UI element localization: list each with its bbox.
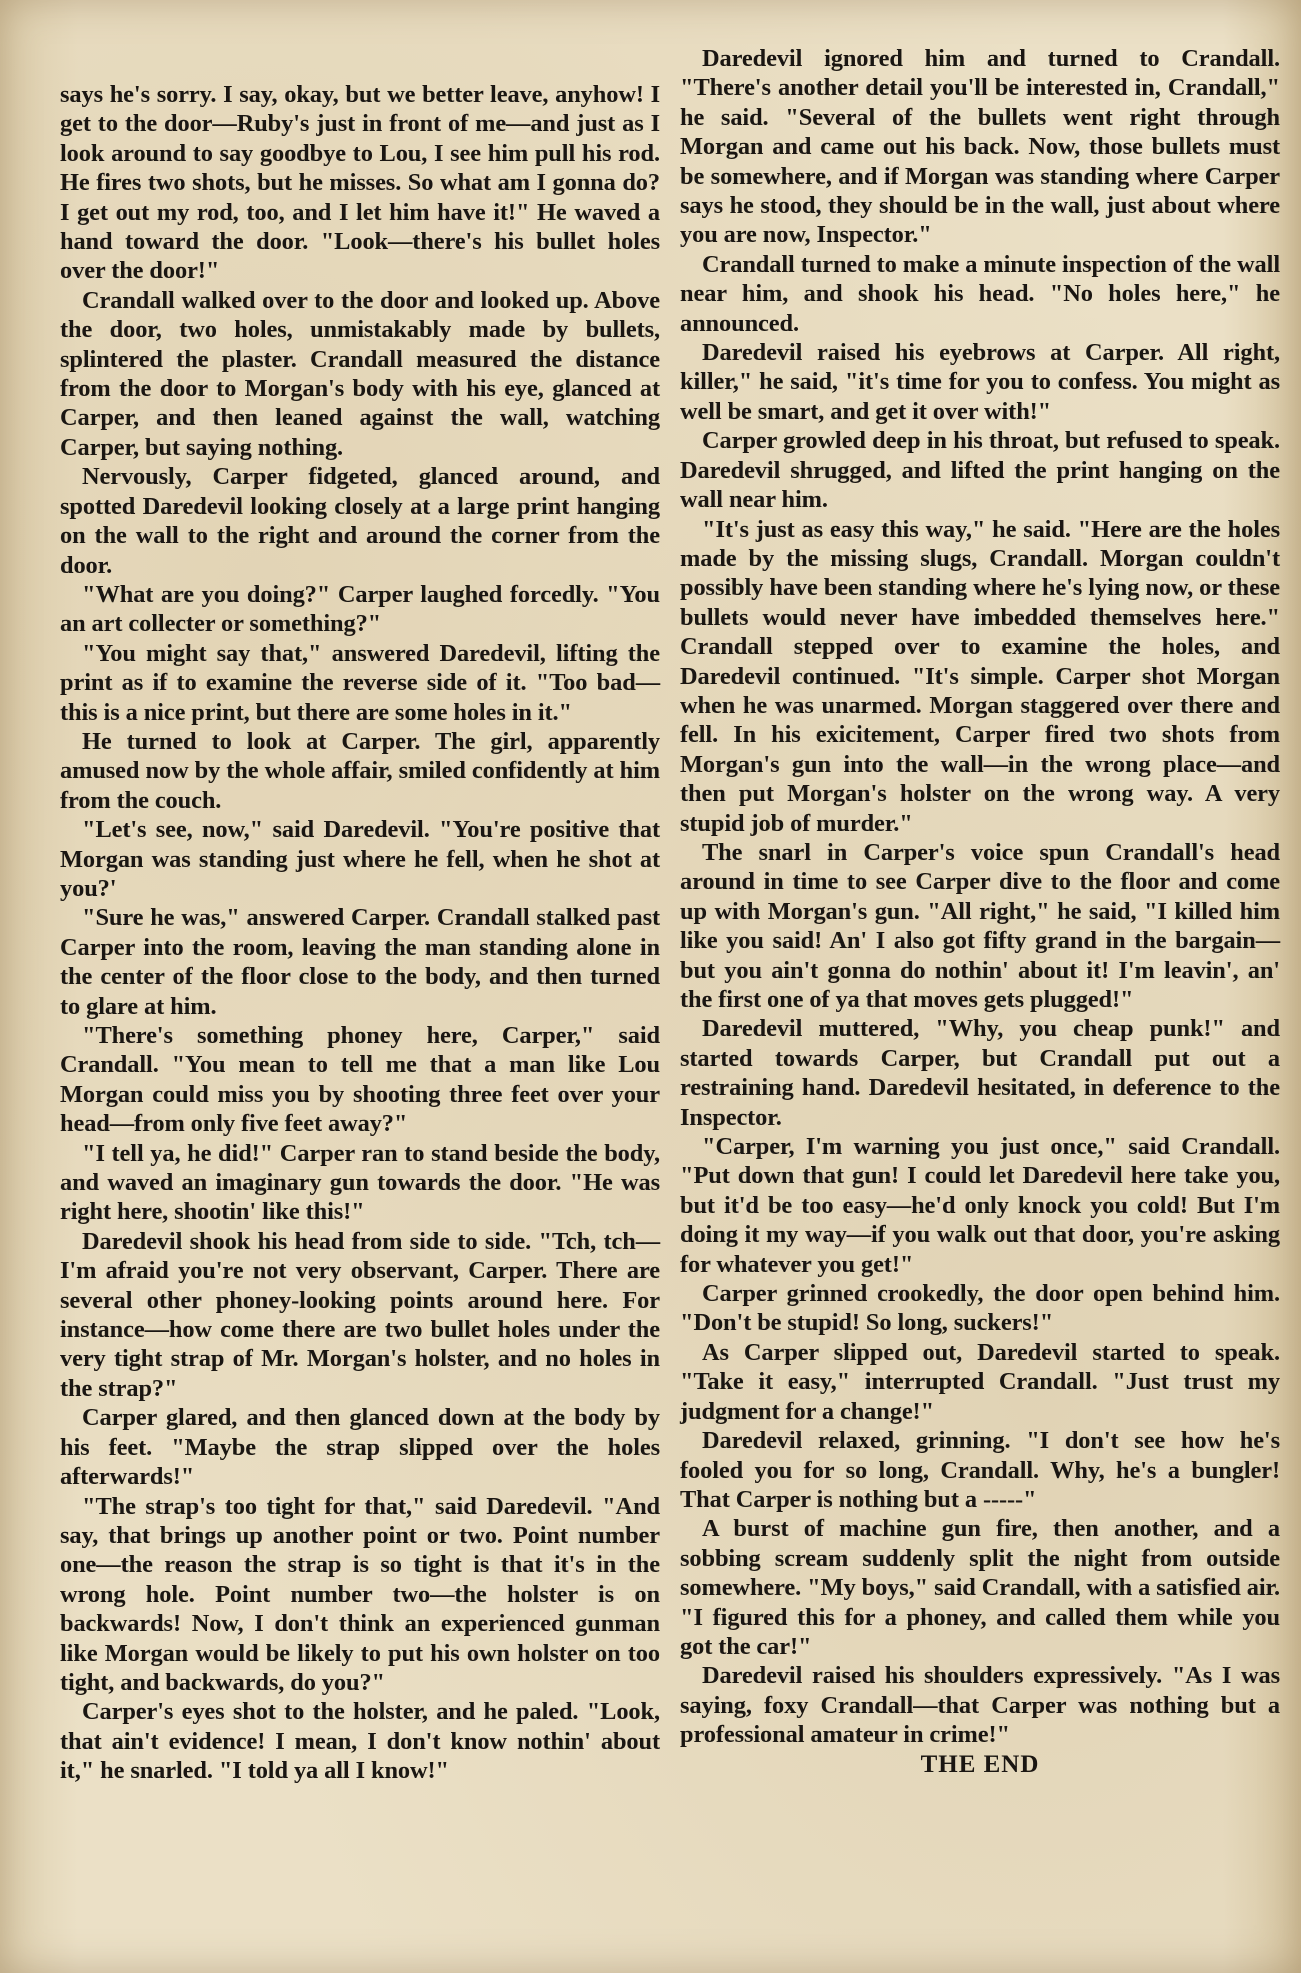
left-column	[60, 80, 660, 1786]
paragraph: "Let's see, now," said Daredevil. "You're positive that Morgan was standing just where he fell, when he shot at you?'	[60, 816, 660, 902]
paragraph: Daredevil raised his eyebrows at Carper. All right, killer," he said, "it's time for you to confess. You might as well be smart, and get it over with!"	[680, 339, 1280, 425]
paragraph: Nervously, Carper fidgeted, glanced around, and spotted Daredevil looking closely at a large print hanging on the wall to the right and around the corner from the door.	[60, 463, 660, 579]
paragraph: Daredevil raised his shoulders expressively. "As I was saying, foxy Crandall—that Carper was nothing but a professional amateur in crime!"	[680, 1662, 1280, 1749]
paragraph: Carper growled deep in his throat, but refused to speak. Daredevil shrugged, and lifted the print hanging on the wall near him.	[680, 427, 1280, 514]
paragraph: "It's just as easy this way," he said. "Here are the holes made by the missing slugs, Crandall. Morgan couldn't possibly have been standing where he's lying now, or these bullets would never have imbedded themselves here." Crandall stepped over to examine the holes, and Daredevil continued. "It's simple. Carper shot Morgan when he was unarmed. Morgan staggered over there and fell. In his exicitement, Carper fired two shots from Morgan's gun into the wall—in the wrong place—and then put Morgan's holster on the wrong way. A very stupid job of murder."	[680, 515, 1280, 837]
paragraph: Daredevil muttered, "Why, you cheap punk!" and started towards Carper, but Crandall put out a restraining hand. Daredevil hesitated, in deference to the Inspector.	[680, 1015, 1280, 1131]
paragraph: says he's sorry. I say, okay, but we better leave, anyhow! I get to the door—Ruby's just in front of me—and just as I look around to say goodbye to Lou, I see him pull his rod. He fires two shots, but he misses. So what am I gonna do? I get out my rod, too, and I let him have it!" He waved a hand toward the door. "Look—there's his bullet holes over the door!"	[60, 81, 660, 285]
paragraph: The snarl in Carper's voice spun Crandall's head around in time to see Carper dive to the floor and come up with Morgan's gun. "All right," he said, "I killed him like you said! An' I also got fifty grand in the bargain—but you ain't gonna do nothin' about it! I'm leavin', an' the first one of ya that moves gets plugged!"	[680, 838, 1280, 1013]
paragraph: "Carper, I'm warning you just once," said Crandall. "Put down that gun! I could let Daredevil here take you, but it'd be too easy—he'd only knock you cold! But I'm doing it my way—if you walk out that door, you're asking for whatever you get!"	[680, 1133, 1280, 1278]
paragraph: As Carper slipped out, Daredevil started to speak. "Take it easy," interrupted Crandall. "Just trust my judgment for a change!"	[680, 1338, 1280, 1425]
paragraph: Carper grinned crookedly, the door open behind him. "Don't be stupid! So long, suckers!"	[680, 1280, 1280, 1337]
right-column	[680, 44, 1280, 1779]
paragraph: "The strap's too tight for that," said Daredevil. "And say, that brings up another point or two. Point number one—the reason the strap is so tight is that it's in the wrong hole. Point number two—the holster is on backwards! Now, I don't think an experienced gunman like Morgan would be likely to put his own holster on too tight, and backwards, do you?"	[60, 1492, 660, 1696]
paragraph: "I tell ya, he did!" Carper ran to stand beside the body, and waved an imaginary gun towards the door. "He was right here, shootin' like this!"	[60, 1139, 660, 1226]
paragraph: "There's something phoney here, Carper," said Crandall. "You mean to tell me that a man like Lou Morgan could miss you by shooting three feet over your head—from only five feet away?"	[60, 1022, 660, 1138]
paragraph: "Sure he was," answered Carper. Crandall stalked past Carper into the room, leaving the man standing alone in the center of the floor close to the body, and then turned to glare at him.	[60, 904, 660, 1020]
paragraph: "You might say that," answered Daredevil, lifting the print as if to examine the reverse side of it. "Too bad—this is a nice print, but there are some holes in it."	[60, 639, 660, 726]
paragraph: He turned to look at Carper. The girl, apparently amused now by the whole affair, smiled confidently at him from the couch.	[60, 727, 660, 814]
paragraph: Carper's eyes shot to the holster, and he paled. "Look, that ain't evidence! I mean, I don't know nothin' about it," he snarled. "I told ya all I know!"	[60, 1698, 660, 1785]
paragraph: Crandall turned to make a minute inspection of the wall near him, and shook his head. "No holes here," he announced.	[680, 250, 1280, 337]
paragraph: Daredevil ignored him and turned to Crandall. "There's another detail you'll be interested in, Crandall," he said. "Several of the bullets went right through Morgan and came out his back. Now, those bullets must be somewhere, and if Morgan was standing where Carper says he stood, they should be in the wall, just about where you are now, Inspector."	[680, 45, 1280, 249]
the-end-label: THE END	[920, 1750, 1040, 1778]
paragraph: Crandall walked over to the door and looked up. Above the door, two holes, unmistakably made by bullets, splintered the plaster. Crandall measured the distance from the door to Morgan's body with his eye, glanced at Carper, and then leaned against the wall, watching Carper, but saying nothing.	[60, 286, 660, 461]
paragraph: Daredevil relaxed, grinning. "I don't see how he's fooled you for so long, Crandall. Why, he's a bungler! That Carper is nothing but a -----"	[680, 1427, 1280, 1513]
paragraph: "What are you doing?" Carper laughed forcedly. "You an art collecter or something?"	[60, 580, 660, 638]
paragraph: A burst of machine gun fire, then another, and a sobbing scream suddenly split the night from outside somewhere. "My boys," said Crandall, with a satisfied air. "I figured this for a phoney, and called them while you got the car!"	[680, 1515, 1280, 1660]
paragraph: Carper glared, and then glanced down at the body by his feet. "Maybe the strap slipped over the holes afterwards!"	[60, 1404, 660, 1491]
paragraph: Daredevil shook his head from side to side. "Tch, tch—I'm afraid you're not very observant, Carper. There are several other phoney-looking points around here. For instance—how come there are two bullet holes under the very tight strap of Mr. Morgan's holster, and no holes in the strap?"	[60, 1227, 660, 1402]
